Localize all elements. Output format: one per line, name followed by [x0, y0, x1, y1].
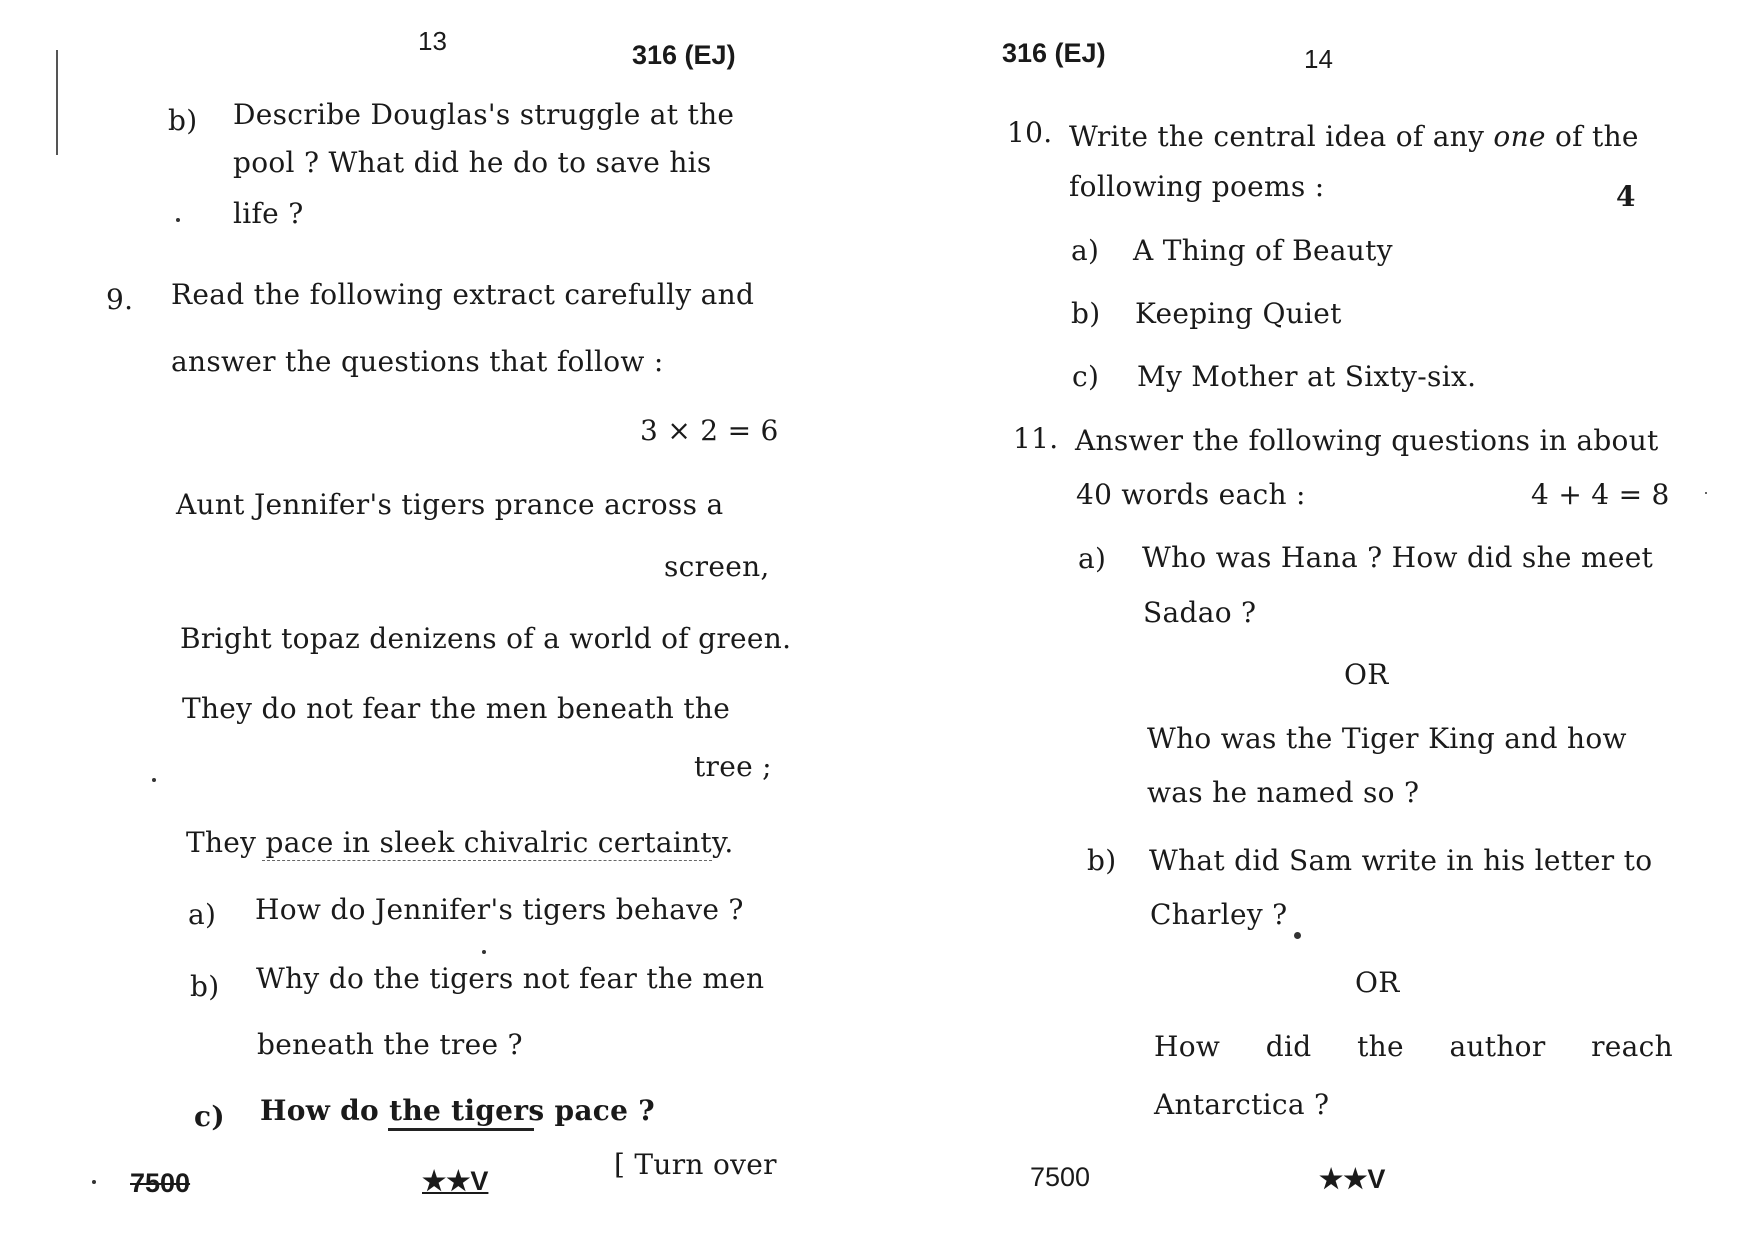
- speck: [176, 218, 180, 222]
- q10-marks: 4: [1616, 180, 1636, 213]
- page-number: 13: [418, 26, 447, 56]
- footer-count: 7500: [1030, 1162, 1091, 1192]
- q11b-line-1: What did Sam write in his letter to: [1149, 844, 1653, 877]
- binding-mark: [56, 50, 58, 155]
- speck: [152, 778, 156, 782]
- q11a-alt-line-1: Who was the Tiger King and how: [1147, 722, 1627, 755]
- q9-line-1: Read the following extract carefully and: [171, 278, 755, 311]
- q10-emphasis: one: [1493, 120, 1546, 153]
- q9b-label: b): [190, 970, 220, 1003]
- pencil-underline: [262, 860, 712, 861]
- speck: [92, 1180, 96, 1184]
- q10a-text: A Thing of Beauty: [1133, 234, 1393, 267]
- q11a-alt-line-2: was he named so ?: [1147, 776, 1420, 809]
- q11-line-2: 40 words each :: [1076, 478, 1306, 511]
- q10b-text: Keeping Quiet: [1135, 297, 1342, 330]
- q11b-alt-line-1: [1154, 1030, 1673, 1063]
- q8b-line-1: [233, 98, 751, 131]
- q9a-text: How do Jennifer's tigers behave ?: [255, 893, 744, 926]
- paper-code-header: 316 (EJ): [1002, 38, 1106, 68]
- q10-line-1-before: Write the central idea of any: [1069, 120, 1494, 153]
- q9-marks: 3 × 2 = 6: [640, 414, 779, 447]
- extract-line-3-continued: tree ;: [694, 750, 772, 783]
- extract-line-3: They do not fear the men beneath the: [182, 692, 731, 725]
- or-divider-1: OR: [1344, 658, 1389, 691]
- q10b-label: b): [1071, 297, 1101, 330]
- q10c-label: c): [1072, 360, 1100, 393]
- q11-line-1: Answer the following questions in about: [1075, 424, 1659, 457]
- q11a-line-1: Who was Hana ? How did she meet: [1142, 541, 1654, 574]
- q11a-label: a): [1078, 542, 1107, 575]
- q11b-alt-word: did: [1265, 1030, 1312, 1063]
- speck: [1705, 492, 1707, 494]
- q8b-label: b): [168, 104, 198, 137]
- or-divider-2: OR: [1355, 966, 1400, 999]
- q10c-text: My Mother at Sixty-six.: [1137, 360, 1477, 393]
- q10-number: 10.: [1007, 116, 1053, 149]
- extract-line-1-continued: screen,: [664, 550, 770, 583]
- q8b-line-1-text: Describe Douglas's struggle at the: [233, 98, 735, 131]
- q11b-label: b): [1087, 844, 1117, 877]
- footer-stars: ★★V: [1319, 1164, 1386, 1194]
- extract-line-2: Bright topaz denizens of a world of green.: [180, 622, 792, 655]
- right-page: [877, 0, 1754, 1241]
- q10-line-1-after: of the: [1545, 120, 1639, 153]
- q11b-alt-word: the: [1357, 1030, 1404, 1063]
- extract-line-4-text: They pace in sleek chivalric certainty.: [186, 826, 734, 859]
- q9a-label: a): [188, 898, 217, 931]
- q11b-alt-word: author: [1449, 1030, 1546, 1063]
- q11b-alt-word: reach: [1591, 1030, 1673, 1063]
- ink-dot: [1294, 932, 1301, 939]
- q9c-text: How do the tigers pace ?: [260, 1094, 656, 1127]
- speck: [482, 950, 486, 954]
- q8b-line-2: pool ? What did he do to save his: [233, 146, 712, 179]
- q11b-line-2: Charley ?: [1150, 898, 1288, 931]
- q10a-label: a): [1071, 234, 1100, 267]
- q9c-label: c): [194, 1100, 225, 1133]
- q9c-underline: [388, 1128, 534, 1131]
- q9-number: 9.: [106, 283, 134, 316]
- footer-stars: ★★V: [422, 1166, 489, 1196]
- q11a-line-2: Sadao ?: [1143, 596, 1257, 629]
- q11b-alt-word: How: [1154, 1030, 1221, 1063]
- footer-count: 7500: [130, 1168, 191, 1198]
- paper-code-header: 316 (EJ): [632, 40, 736, 70]
- q9-line-2: answer the questions that follow :: [171, 345, 664, 378]
- q8b-line-3: life ?: [233, 197, 304, 230]
- q9b-line-1: Why do the tigers not fear the men: [256, 962, 765, 995]
- extract-line-4: [186, 826, 734, 859]
- q11-marks: 4 + 4 = 8: [1531, 478, 1670, 511]
- page-number: 14: [1304, 44, 1333, 74]
- turn-over-note: [ Turn over: [614, 1148, 777, 1181]
- q10-line-2: following poems :: [1069, 170, 1325, 203]
- q9b-line-2: beneath the tree ?: [257, 1028, 523, 1061]
- q11-number: 11.: [1013, 422, 1059, 455]
- extract-line-1: Aunt Jennifer's tigers prance across a: [176, 488, 724, 521]
- q10-line-1: [1069, 120, 1639, 153]
- q11b-alt-line-2: Antarctica ?: [1154, 1088, 1330, 1121]
